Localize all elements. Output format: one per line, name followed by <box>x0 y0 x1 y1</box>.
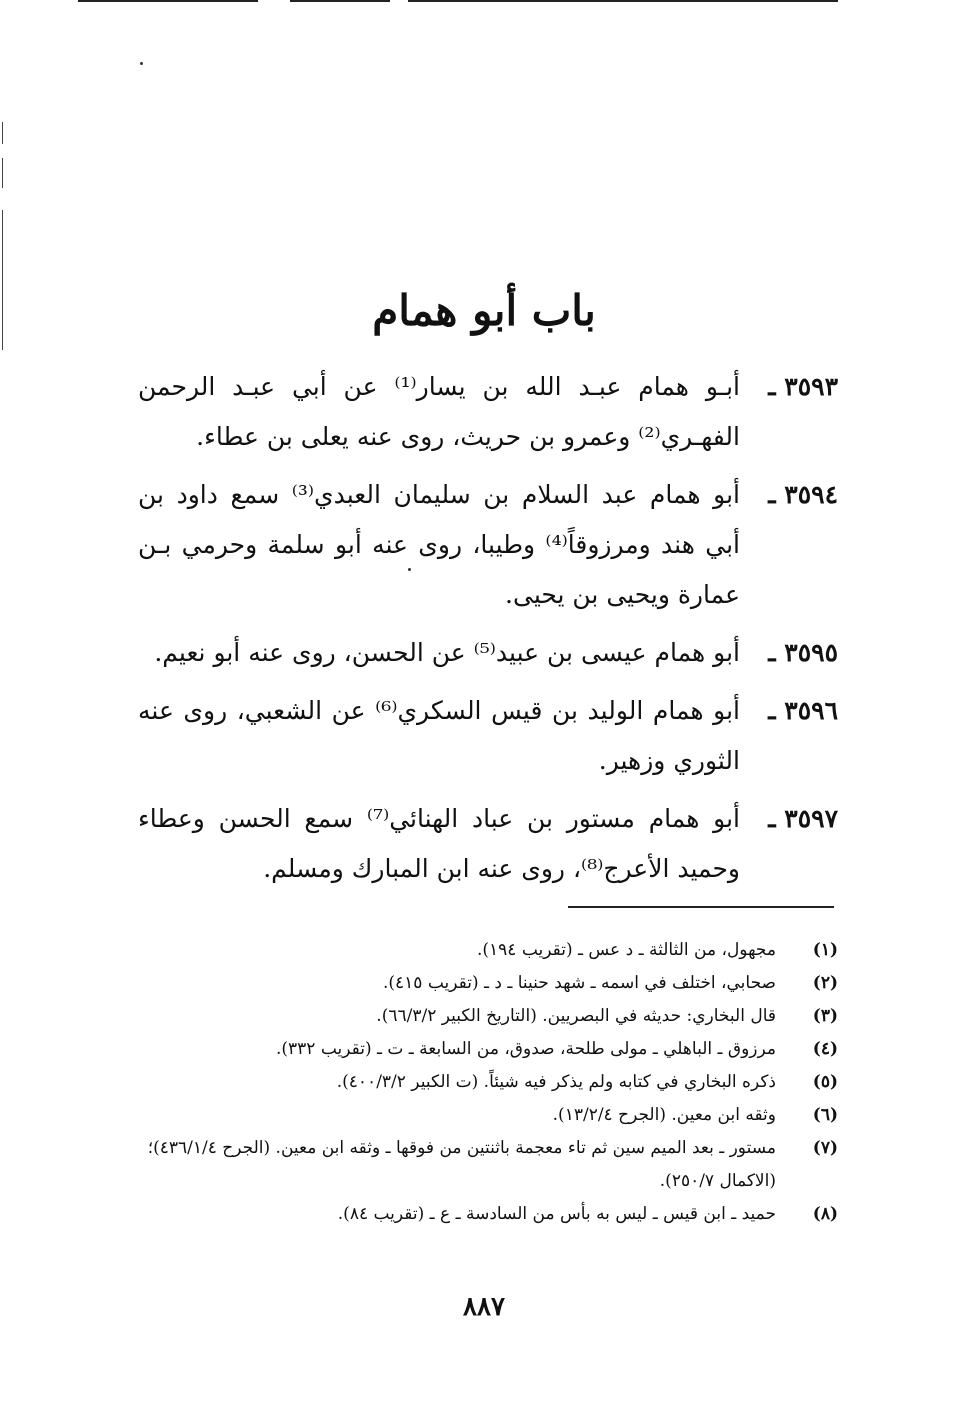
footnote-number: (١) <box>812 940 838 960</box>
scan-top-edge-line <box>408 0 838 2</box>
scan-speck <box>140 62 143 65</box>
footnote <box>138 1033 838 1066</box>
page-number: ٨٨٧ <box>463 1292 505 1322</box>
footnote-number: (٤) <box>812 1039 838 1059</box>
entry-number: ٣٥٩٣ ـ <box>768 372 838 401</box>
footnote <box>138 1198 838 1231</box>
footnotes-list <box>138 934 838 1231</box>
scan-top-edge-line <box>78 0 258 2</box>
footnote-text: ذكره البخاري في كتابه ولم يذكر فيه شيئاً. (ت الكبير ٤٠٠/٣/٢). <box>336 1072 776 1092</box>
footnote-text: صحابي، اختلف في اسمه ـ شهد حنينا ـ د ـ (تقريب ٤١٥). <box>382 973 776 993</box>
footnote-number: (٦) <box>812 1105 838 1125</box>
footnote-separator <box>568 906 834 908</box>
footnote-text: حميد ـ ابن قيس ـ ليس به بأس من السادسة ـ ع ـ (تقريب ٨٤). <box>337 1204 776 1224</box>
footnote-text: مرزوق ـ الباهلي ـ مولى طلحة، صدوق، من السابعة ـ ت ـ (تقريب ٣٣٢). <box>275 1039 776 1059</box>
entry-text: أبو همام عيسى بن عبيد⁽⁵⁾ عن الحسن، روى عنه أبو نعيم. <box>154 638 740 667</box>
entry-number: ٣٥٩٥ ـ <box>768 638 838 667</box>
footnote-text: وثقه ابن معين. (الجرح ١٣/٢/٤). <box>552 1105 776 1125</box>
entry <box>138 470 838 620</box>
footnote-text: قال البخاري: حديثه في البصريين. (التاريخ الكبير ٦٦/٣/٢). <box>376 1006 776 1026</box>
footnote <box>138 967 838 1000</box>
scan-left-edge-mark <box>2 122 3 144</box>
entry-text: أبو همام عبد السلام بن سليمان العبدي⁽³⁾ سمع داود بن أبي هند ومرزوقاً⁽⁴⁾ وطيبا، روى عنه أبو سلمة وحرمي بـن عمارة ويحيى بن يحيى. <box>138 480 740 609</box>
footnote-number: (٧) <box>812 1138 838 1158</box>
footnote <box>138 1000 838 1033</box>
entry <box>138 362 838 462</box>
chapter-title: باب أبو همام <box>372 286 596 336</box>
entry-number: ٣٥٩٤ ـ <box>768 480 838 509</box>
entry <box>138 794 838 894</box>
footnote <box>138 934 838 967</box>
scan-left-edge-mark <box>2 158 3 188</box>
footnote <box>138 1099 838 1132</box>
footnote-number: (٥) <box>812 1072 838 1092</box>
scan-top-edge-line <box>290 0 390 2</box>
entry-number: ٣٥٩٦ ـ <box>768 696 838 725</box>
footnote <box>138 1066 838 1099</box>
footnote-number: (٢) <box>812 973 838 993</box>
entry-text: أبو همام الوليد بن قيس السكري⁽⁶⁾ عن الشعبي، روى عنه الثوري وزهير. <box>138 696 740 775</box>
entry-text: أبو همام مستور بن عباد الهنائي⁽⁷⁾ سمع الحسن وعطاء وحميد الأعرج⁽⁸⁾، روى عنه ابن المبارك ومسلم. <box>138 804 740 883</box>
entry <box>138 628 838 678</box>
footnote <box>138 1132 838 1198</box>
footnote-number: (٣) <box>812 1006 838 1026</box>
entry-number: ٣٥٩٧ ـ <box>768 804 838 833</box>
entry-text: أبـو همام عبـد الله بن يسار⁽¹⁾ عن أبي عبـد الرحمن الفهـري⁽²⁾ وعمرو بن حريث، روى عنه يعلى بن عطاء. <box>138 372 740 451</box>
entries-list <box>138 362 838 902</box>
footnote-number: (٨) <box>812 1204 838 1224</box>
footnote-text: مستور ـ بعد الميم سين ثم تاء معجمة باثنتين من فوقها ـ وثقه ابن معين. (الجرح ٤٣٦/١/٤)؛ (الاكمال ٢٥٠/٧). <box>147 1138 776 1191</box>
footnote-text: مجهول، من الثالثة ـ د عس ـ (تقريب ١٩٤). <box>476 940 776 960</box>
entry <box>138 686 838 786</box>
